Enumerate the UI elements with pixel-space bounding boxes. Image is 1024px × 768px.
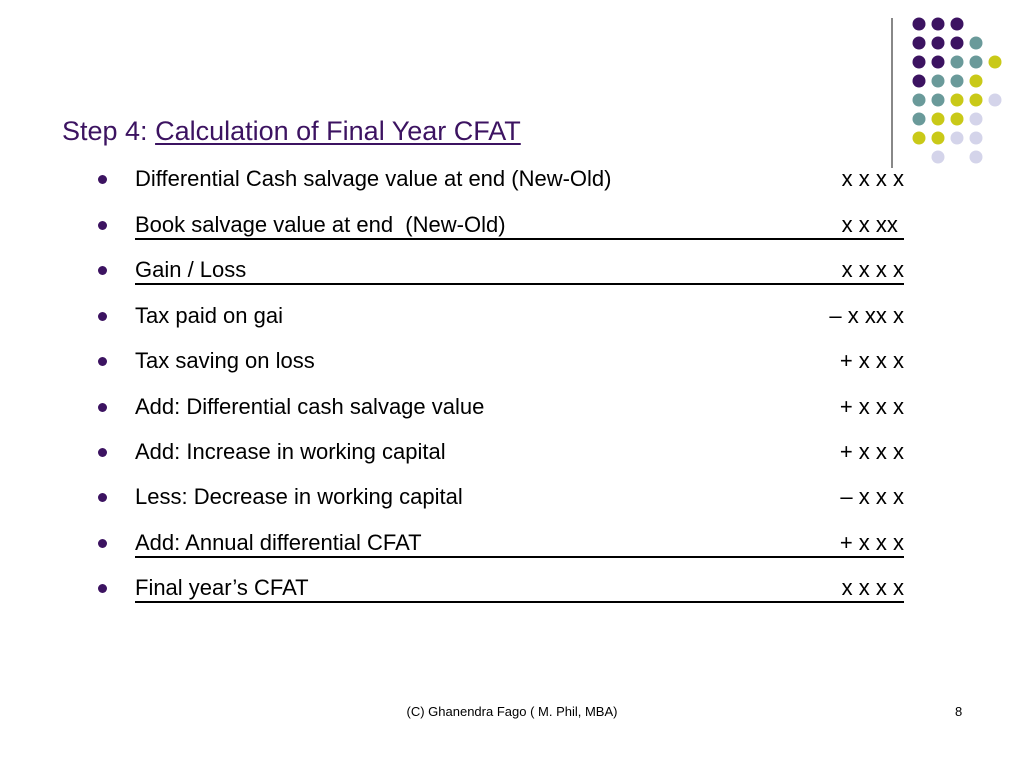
list-item-label: Add: Annual differential CFAT: [135, 530, 422, 555]
bullet-dot: [98, 221, 107, 230]
list-item-value: + x x x: [839, 530, 904, 555]
list-item-label: Final year’s CFAT: [135, 575, 309, 600]
list-item-content: [135, 210, 904, 240]
list-item-label: Book salvage value at end (New-Old): [135, 212, 506, 237]
list-item-content: [135, 482, 904, 512]
list-item-content: [135, 346, 904, 376]
bullet-dot: [98, 175, 107, 184]
list-item: [92, 210, 904, 240]
bullet-dot: [98, 448, 107, 457]
list-item: [92, 482, 904, 512]
list-item: [92, 437, 904, 467]
list-item-value: + x x x: [839, 394, 904, 419]
footer-credit: (C) Ghanendra Fago ( M. Phil, MBA): [406, 704, 618, 719]
list-item-value: x x x x: [841, 257, 904, 282]
bullet-dot: [98, 403, 107, 412]
list-item: [92, 528, 904, 558]
list-item-value: x x xx: [841, 212, 904, 237]
list-item-value: + x x x: [839, 439, 904, 464]
slide-title-main: Calculation of Final Year CFAT: [155, 116, 521, 146]
list-item: [92, 301, 904, 331]
list-item-value: x x x x: [841, 166, 904, 191]
list-item: [92, 346, 904, 376]
bullet-dot: [98, 312, 107, 321]
list-item-content: [135, 528, 904, 558]
slide-title-prefix: Step 4:: [62, 116, 156, 146]
list-item-label: Tax paid on gai: [135, 303, 283, 328]
list-item-content: [135, 437, 904, 467]
list-item-content: [135, 301, 904, 331]
list-item-content: [135, 573, 904, 603]
page-number: 8: [955, 704, 963, 719]
list-item-value: + x x x: [839, 348, 904, 373]
list-item-label: Less: Decrease in working capital: [135, 484, 463, 509]
list-item: [92, 255, 904, 285]
list-item: [92, 573, 904, 603]
bullet-dot: [98, 493, 107, 502]
list-item-content: [135, 164, 904, 194]
list-item-label: Gain / Loss: [135, 257, 247, 282]
list-item-value: x x x x: [841, 575, 904, 600]
bullet-dot: [98, 584, 107, 593]
bullet-dot: [98, 539, 107, 548]
list-item-value: – x x x: [840, 484, 904, 509]
list-item: [92, 392, 904, 422]
list-item: [92, 164, 904, 194]
list-item-value: – x xx x: [829, 303, 904, 328]
bullet-dot: [98, 357, 107, 366]
bullet-dot: [98, 266, 107, 275]
list-item-label: Add: Increase in working capital: [135, 439, 446, 464]
list-item-content: [135, 255, 904, 285]
list-item-label: Add: Differential cash salvage value: [135, 394, 485, 419]
list-item-content: [135, 392, 904, 422]
list-item-label: Differential Cash salvage value at end (New-Old): [135, 166, 612, 191]
list-item-label: Tax saving on loss: [135, 348, 315, 373]
